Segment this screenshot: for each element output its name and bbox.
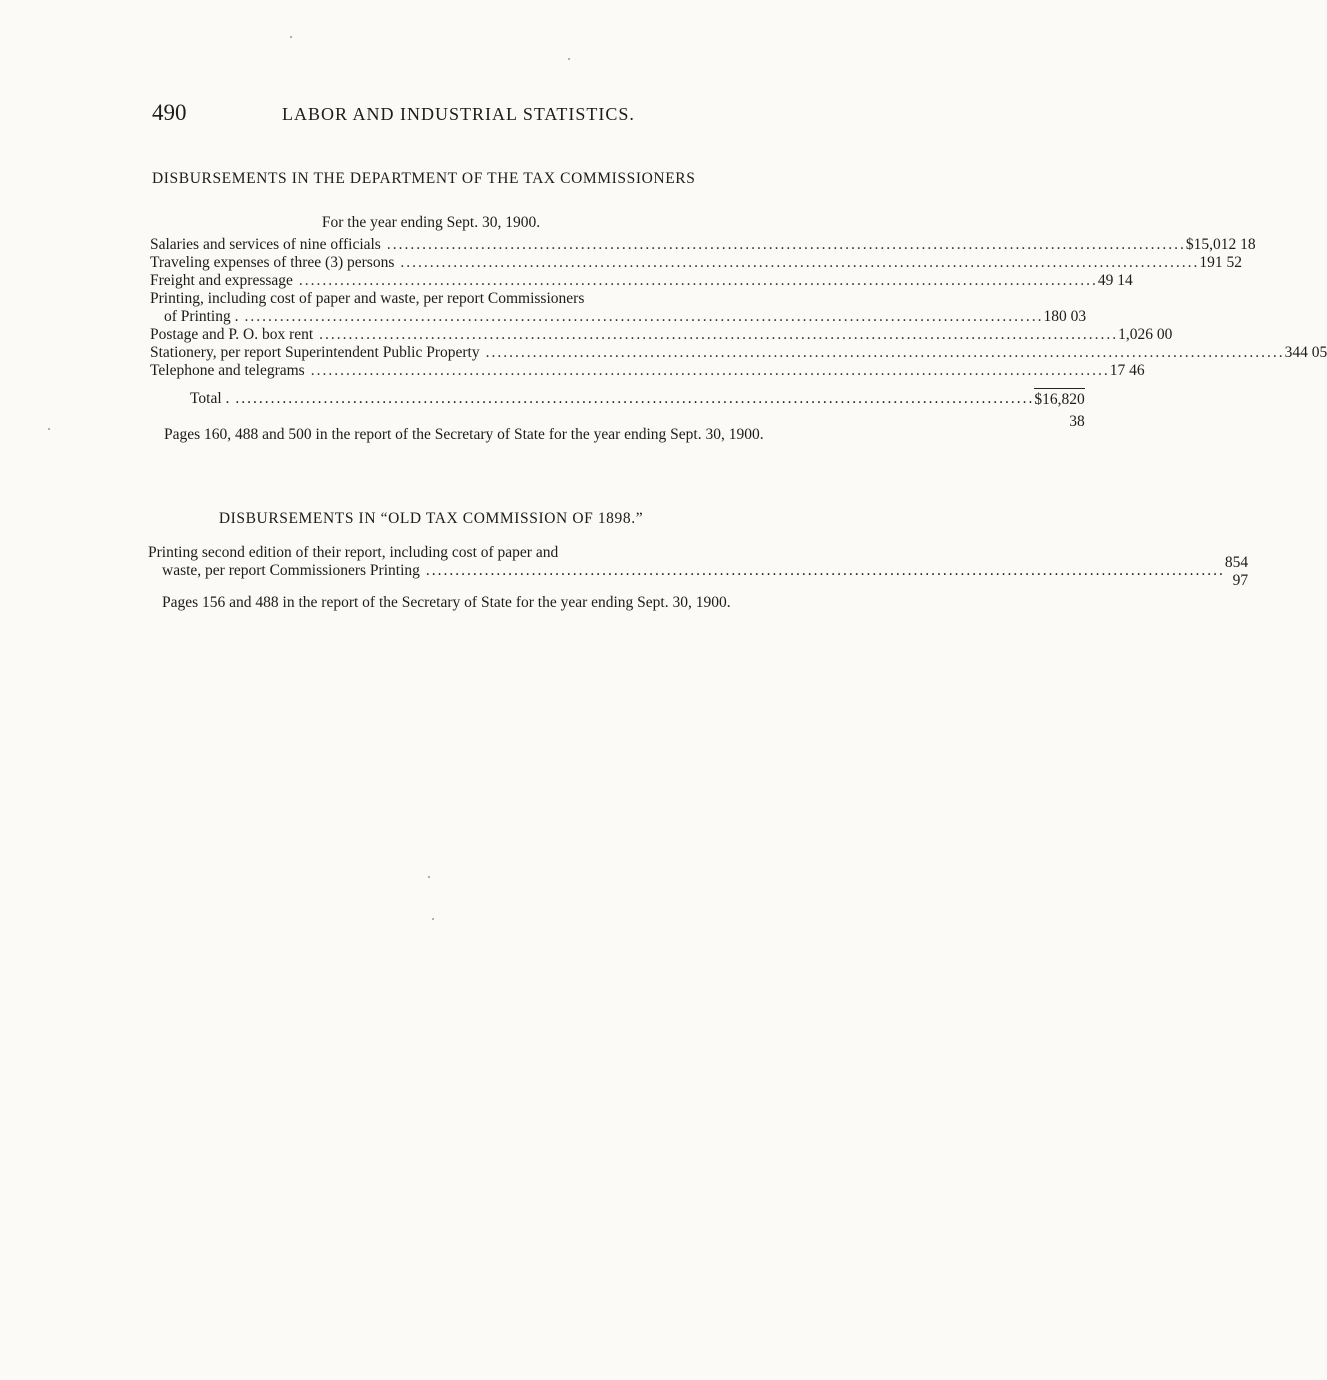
item-label: Salaries and services of nine officials <box>150 236 381 253</box>
item-amount: $15,012 18 <box>1185 236 1256 253</box>
item-amount: 1,026 00 <box>1118 326 1173 343</box>
total-row <box>150 388 1085 430</box>
item-label-continued: of Printing . <box>164 308 239 325</box>
item-amount: 49 14 <box>1097 272 1133 289</box>
table-row <box>150 326 1173 344</box>
leader-dots: ........................................................................................................................................ <box>244 308 1044 325</box>
running-head <box>152 100 692 130</box>
item-label: Traveling expenses of three (3) persons <box>150 254 395 271</box>
section2-heading: DISBURSEMENTS IN “OLD TAX COMMISSION OF 1898.” <box>218 510 644 527</box>
page-number: 490 <box>152 100 187 125</box>
section2-note: Pages 156 and 488 in the report of the Secretary of State for the year ending Sept. 30, 1900. <box>162 594 731 611</box>
table-row <box>150 236 1256 254</box>
item-label: Postage and P. O. box rent <box>150 326 314 343</box>
item-amount: 17 46 <box>1109 362 1145 379</box>
leader-dots: ........................................................................................................................................ <box>319 326 1119 343</box>
item-label: Stationery, per report Superintendent Public Property <box>150 344 480 361</box>
disbursements-table <box>150 236 1327 430</box>
table-row <box>150 362 1145 380</box>
section2-item <box>148 544 1249 590</box>
table-row <box>150 344 1327 362</box>
section2-item-line2: waste, per report Commissioners Printing <box>162 562 420 579</box>
leader-dots: ........................................................................................................................................ <box>235 390 1035 407</box>
total-label: Total . <box>190 390 230 407</box>
running-title: LABOR AND INDUSTRIAL STATISTICS. <box>282 104 635 124</box>
paper-speck <box>432 918 434 920</box>
table-row <box>150 254 1242 272</box>
leader-dots: ........................................................................................................................................ <box>386 236 1186 253</box>
table-row <box>150 272 1133 290</box>
total-amount: $16,820 38 <box>1034 388 1084 410</box>
section1-heading: DISBURSEMENTS IN THE DEPARTMENT OF THE TAX COMMISSIONERS <box>152 170 696 187</box>
leader-dots: ........................................................................................................................................ <box>310 362 1110 379</box>
item-label: Freight and expressage <box>150 272 293 289</box>
leader-dots: ........................................................................................................................................ <box>298 272 1098 289</box>
section2-amount: 854 97 <box>1224 554 1249 589</box>
section1-note: Pages 160, 488 and 500 in the report of the Secretary of State for the year ending Sept. 30, 1900. <box>164 426 764 443</box>
paper-speck <box>568 58 570 60</box>
section1-subheading: For the year ending Sept. 30, 1900. <box>321 214 541 231</box>
item-amount: 344 05 <box>1284 344 1327 361</box>
item-label: Telephone and telegrams <box>150 362 305 379</box>
item-amount: 180 03 <box>1043 308 1087 325</box>
paper-speck <box>290 36 292 38</box>
paper-speck <box>428 876 430 878</box>
section2-item-line1: Printing second edition of their report, including cost of paper and <box>148 544 559 561</box>
item-label: Printing, including cost of paper and waste, per report Commissioners <box>150 290 585 307</box>
item-amount: 191 52 <box>1199 254 1242 271</box>
paper-speck <box>48 428 50 430</box>
leader-dots: ........................................................................................................................................ <box>400 254 1200 271</box>
table-row <box>150 290 1087 326</box>
leader-dots: ........................................................................................................................................ <box>485 344 1285 361</box>
leader-dots: ........................................................................................................................................ <box>425 562 1225 579</box>
